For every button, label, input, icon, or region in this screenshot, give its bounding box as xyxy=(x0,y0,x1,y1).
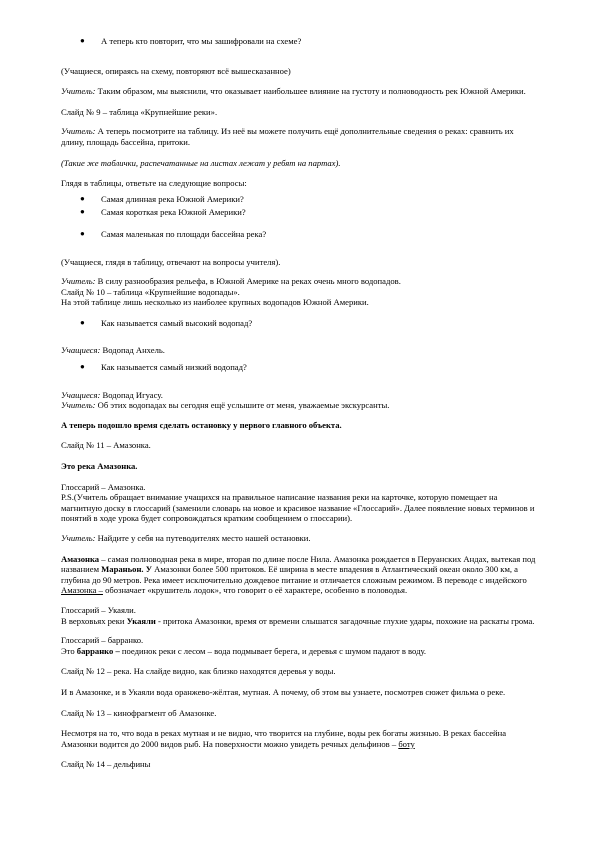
question-list-3 xyxy=(61,229,537,240)
paragraph: (Учащиеся, опираясь на схему, повторяют всё вышесказанное) xyxy=(61,65,291,76)
paragraph: Глоссарий – барранко. Это барранко – поединок реки с лесом – вода подмывает берега, и деревья с шумом падают в воду. xyxy=(61,635,427,656)
question-list-2 xyxy=(61,194,537,218)
speaker-label: Учитель: xyxy=(61,126,96,137)
bullet-icon: ● xyxy=(80,228,85,238)
speaker-label: Учитель: xyxy=(61,400,96,411)
bullet-icon: ● xyxy=(80,362,85,372)
slide-note: Слайд № 9 – таблица «Крупнейшие реки». xyxy=(61,106,218,117)
speaker-label: Учитель: xyxy=(61,276,96,287)
list-item: ● Самая короткая река Южной Америки? xyxy=(80,207,246,218)
list-item: ● Как называется самый высокий водопад? xyxy=(80,317,253,328)
bullet-icon: ● xyxy=(80,207,85,217)
speaker-label: Учащиеся: xyxy=(61,344,101,355)
document-body xyxy=(61,36,537,770)
speaker-label: Учащиеся: xyxy=(61,389,101,400)
question-list-1 xyxy=(61,36,537,47)
bullet-icon: ● xyxy=(80,36,85,45)
slide-note: Слайд № 13 – кинофрагмент об Амазонке. xyxy=(61,707,217,718)
speaker-label: Учитель: xyxy=(61,86,96,97)
paragraph: Глоссарий – Амазонка. P.S.(Учитель обращает внимание учащихся на правильное написание названия реки на карточке, которую помещает на магнитную доску в глоссарий (заменили словарь на новое и красивое название «Глоссарий». Далее появление новых терминов и понятий в ходе урока будет сопровождаться кратким сообщением о глоссарии). xyxy=(61,481,535,524)
list-item: ● А теперь кто повторит, что мы зашифровали на схеме? xyxy=(80,36,302,46)
speaker-label: Учитель: xyxy=(61,533,96,544)
paragraph: Учащиеся: Водопад Игуасу. Учитель: Об этих водопадах вы сегодня ещё услышите от меня, уважаемые экскурсанты. xyxy=(61,389,390,411)
slide-note: Слайд № 12 – река. На слайде видно, как близко находятся деревья у воды. xyxy=(61,666,336,677)
list-item: ● Как называется самый низкий водопад? xyxy=(80,362,247,373)
slide-note: Слайд № 11 – Амазонка. xyxy=(61,440,151,451)
paragraph: Учитель: Найдите у себя на путеводителях место нашей остановки. xyxy=(61,533,311,544)
paragraph: Несмотря на то, что вода в реках мутная и не видно, что творится на глубине, воды рек богаты жизнью. В реках бассейна Амазонки водится до 2000 видов рыб. На поверхности можно увидеть речных дельфинов – боту xyxy=(61,728,507,749)
list-item: ● Самая маленькая по площади бассейна река? xyxy=(80,228,267,239)
paragraph: (Учащиеся, глядя в таблицу, отвечают на вопросы учителя). xyxy=(61,256,281,267)
paragraph: Учитель: А теперь посмотрите на таблицу. Из неё вы можете получить ещё дополнительные сведения о реках: сравнить их длину, площадь бассейна, притоки. xyxy=(61,126,514,147)
paragraph: Учитель: Таким образом, мы выяснили, что оказывает наибольшее влияние на густоту и полноводность рек Южной Америки. xyxy=(61,86,526,97)
paragraph: Амазонка – самая полноводная река в мире, вторая по длине после Нила. Амазонка рождается в Перуанских Андах, вытекая под названием Мараньон. У Амазонки более 500 притоков. Её ширина в месте впадения в Атлантический океан около 300 км, а глубина до 90 метров. Река имеет исключительно дождевое питание и отличается сложным режимом. В переводе с индейского Амазонка – обозначает «крушитель лодок», что говорит о её характере, особенно в половодья. xyxy=(61,553,536,596)
bullet-icon: ● xyxy=(80,317,85,327)
paragraph: (Такие же таблички, распечатанные на листах лежат у ребят на партах). xyxy=(61,157,341,168)
list-item: ● Самая длинная река Южной Америки? xyxy=(80,193,244,204)
question-list-5 xyxy=(61,362,537,373)
section-heading: Это река Амазонка. xyxy=(61,461,138,472)
question-list-4 xyxy=(61,318,537,329)
bullet-icon: ● xyxy=(80,193,85,203)
paragraph: Глоссарий – Укаяли. В верховьях реки Укаяли - притока Амазонки, время от времени слышатся загадочные глухие удары, похожие на раскаты грома. xyxy=(61,605,535,626)
section-heading: А теперь подошло время сделать остановку у первого главного объекта. xyxy=(61,419,342,430)
paragraph: Учитель: В силу разнообразия рельефа, в Южной Америке на реках очень много водопадов. Слайд № 10 – таблица «Крупнейшие водопады». На этой таблице лишь несколько из наиболее крупных водопадов Южной Америки. xyxy=(61,276,401,308)
paragraph: Учащиеся: Водопад Анхель. xyxy=(61,344,165,355)
slide-note: Слайд № 14 – дельфины xyxy=(61,759,151,770)
paragraph: Глядя в таблицы, ответьте на следующие вопросы: xyxy=(61,178,247,189)
paragraph: И в Амазонке, и в Укаяли вода оранжево-жёлтая, мутная. А почему, об этом вы узнаете, посмотрев сюжет фильма о реке. xyxy=(61,686,506,697)
